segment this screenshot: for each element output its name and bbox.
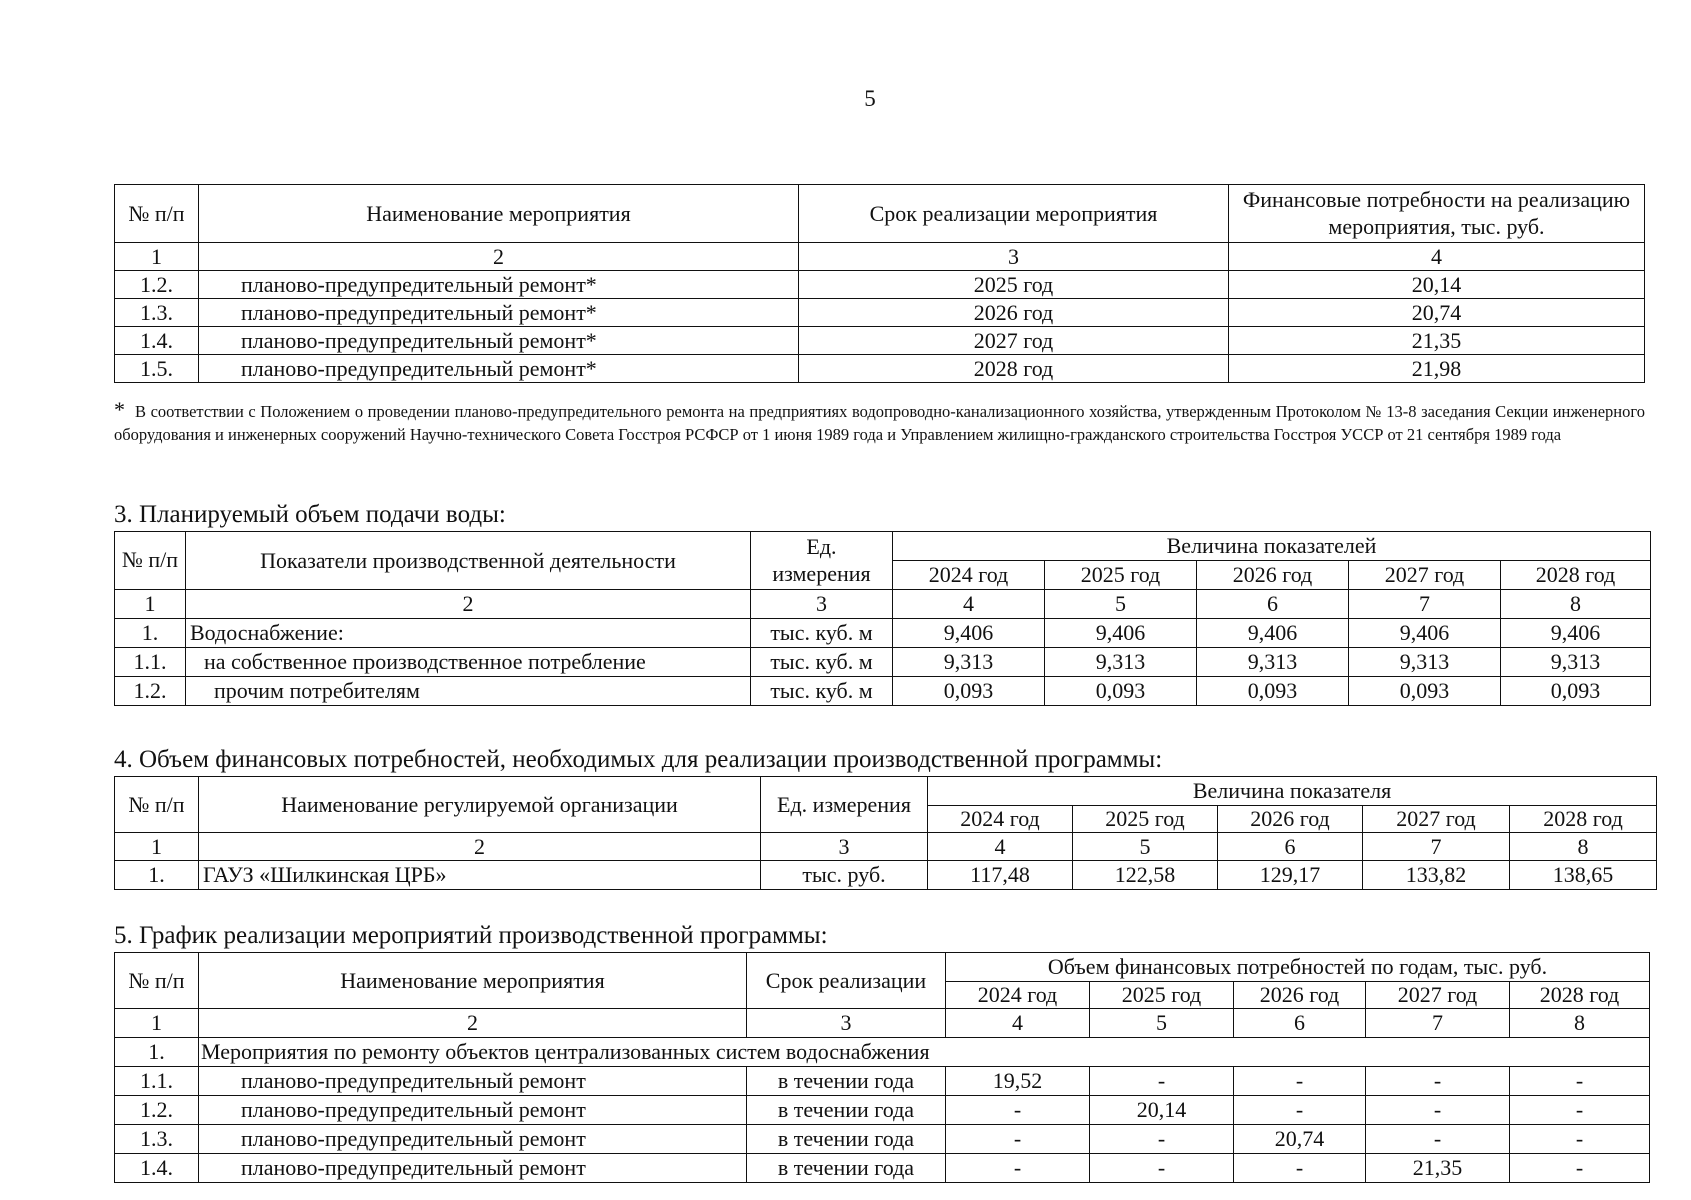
table-row xyxy=(115,271,1645,299)
row-name: планово-предупредительный ремонт xyxy=(199,1125,747,1154)
table-row xyxy=(115,1154,1650,1183)
index-cell: 3 xyxy=(761,833,928,861)
row-value: 0,093 xyxy=(893,677,1045,706)
row-term: в течении года xyxy=(747,1154,946,1183)
row-value: 21,35 xyxy=(1229,327,1645,355)
page-number: 5 xyxy=(864,86,876,111)
table-financial-needs xyxy=(114,776,1657,890)
index-cell: 7 xyxy=(1363,833,1510,861)
row-value: - xyxy=(1510,1067,1650,1096)
col-header-year: 2024 год xyxy=(928,806,1073,833)
table-row xyxy=(115,327,1645,355)
col-header-year: 2026 год xyxy=(1218,806,1363,833)
table-implementation-schedule xyxy=(114,952,1650,1183)
row-term: 2026 год xyxy=(799,299,1229,327)
row-value: 20,74 xyxy=(1229,299,1645,327)
row-value: - xyxy=(1234,1096,1366,1125)
row-value: 21,98 xyxy=(1229,355,1645,383)
row-unit: тыс. куб. м xyxy=(751,619,893,648)
row-value: - xyxy=(1090,1125,1234,1154)
row-value: 9,313 xyxy=(1045,648,1197,677)
row-value: 122,58 xyxy=(1073,861,1218,890)
row-value: 9,406 xyxy=(1501,619,1651,648)
row-num: 1.5. xyxy=(115,355,199,383)
row-term: в течении года xyxy=(747,1067,946,1096)
index-cell: 6 xyxy=(1234,1009,1366,1038)
row-term: в течении года xyxy=(747,1125,946,1154)
index-cell: 3 xyxy=(751,590,893,619)
row-num: 1.1. xyxy=(115,648,186,677)
col-header-year: 2027 год xyxy=(1363,806,1510,833)
row-name: планово-предупредительный ремонт xyxy=(199,1096,747,1125)
col-header-name: Наименование мероприятия xyxy=(199,953,747,1009)
row-name: планово-предупредительный ремонт xyxy=(199,1067,747,1096)
row-value: 133,82 xyxy=(1363,861,1510,890)
index-cell: 3 xyxy=(747,1009,946,1038)
row-value: 21,35 xyxy=(1366,1154,1510,1183)
table-index-row xyxy=(115,590,1651,619)
col-header-year: 2028 год xyxy=(1501,561,1651,590)
col-header-year: 2028 год xyxy=(1510,982,1650,1009)
col-header-year: 2025 год xyxy=(1090,982,1234,1009)
section-5-title: 5. График реализации мероприятий производственной программы: xyxy=(114,922,828,949)
footnote xyxy=(114,398,1645,446)
row-name: планово-предупредительный ремонт* xyxy=(199,327,799,355)
table-index-row xyxy=(115,833,1657,861)
index-cell: 8 xyxy=(1501,590,1651,619)
index-cell: 1 xyxy=(115,833,199,861)
row-value: 117,48 xyxy=(928,861,1073,890)
table-water-supply-volume xyxy=(114,531,1651,706)
row-value: - xyxy=(1234,1067,1366,1096)
row-value: 9,313 xyxy=(1501,648,1651,677)
row-value: - xyxy=(1366,1067,1510,1096)
index-cell: 1 xyxy=(115,243,199,271)
index-cell: 5 xyxy=(1073,833,1218,861)
row-value: 0,093 xyxy=(1349,677,1501,706)
row-term: 2025 год xyxy=(799,271,1229,299)
row-value: 9,406 xyxy=(1197,619,1349,648)
row-value: 9,406 xyxy=(893,619,1045,648)
row-value: - xyxy=(946,1125,1090,1154)
col-header-year: 2026 год xyxy=(1234,982,1366,1009)
col-header-year: 2028 год xyxy=(1510,806,1657,833)
row-value: - xyxy=(1510,1096,1650,1125)
section-3-title: 3. Планируемый объем подачи воды: xyxy=(114,501,506,528)
footnote-text: В соответствии с Положением о проведении планово-предупредительного ремонта на предприятиях водопроводно-канализационного хозяйства, утвержденным Протоколом № 13-8 заседания Секции инженерного оборудования и инженерных сооружений Научно-технического Совета Госстроя РСФСР от 1 июня 1989 года и Управлением жилищно-гражданского строительства Госстроя УССР от 21 сентября 1989 года xyxy=(114,402,1645,444)
index-cell: 4 xyxy=(893,590,1045,619)
index-cell: 2 xyxy=(199,1009,747,1038)
row-value: - xyxy=(1234,1154,1366,1183)
row-value: 0,093 xyxy=(1197,677,1349,706)
table-header-row xyxy=(115,532,1651,561)
table-index-row xyxy=(115,243,1645,271)
index-cell: 6 xyxy=(1197,590,1349,619)
row-name: на собственное производственное потребление xyxy=(186,648,751,677)
group-row-title: Мероприятия по ремонту объектов централизованных систем водоснабжения xyxy=(199,1038,1650,1067)
index-cell: 7 xyxy=(1366,1009,1510,1038)
row-value: 138,65 xyxy=(1510,861,1657,890)
row-value: 0,093 xyxy=(1501,677,1651,706)
col-header-num: № п/п xyxy=(115,185,199,243)
row-name: ГАУЗ «Шилкинская ЦРБ» xyxy=(199,861,761,890)
row-name: Водоснабжение: xyxy=(186,619,751,648)
row-value: 9,313 xyxy=(1197,648,1349,677)
table-row xyxy=(115,1096,1650,1125)
row-name: прочим потребителям xyxy=(186,677,751,706)
row-num: 1.4. xyxy=(115,327,199,355)
table-row xyxy=(115,619,1651,648)
row-value: 19,52 xyxy=(946,1067,1090,1096)
col-header-year: 2025 год xyxy=(1045,561,1197,590)
table-header-row xyxy=(115,953,1650,982)
table-header-row xyxy=(115,777,1657,806)
index-cell: 4 xyxy=(928,833,1073,861)
row-value: - xyxy=(946,1096,1090,1125)
row-term: 2028 год xyxy=(799,355,1229,383)
row-unit: тыс. руб. xyxy=(761,861,928,890)
index-cell: 6 xyxy=(1218,833,1363,861)
table-group-row xyxy=(115,1038,1650,1067)
row-value: 9,406 xyxy=(1045,619,1197,648)
row-unit: тыс. куб. м xyxy=(751,677,893,706)
col-header-group: Величина показателей xyxy=(893,532,1651,561)
row-num: 1. xyxy=(115,1038,199,1067)
col-header-num: № п/п xyxy=(115,953,199,1009)
col-header-name: Наименование мероприятия xyxy=(199,185,799,243)
row-value: 0,093 xyxy=(1045,677,1197,706)
table-row xyxy=(115,861,1657,890)
col-header-unit: Ед. измерения xyxy=(751,532,893,590)
index-cell: 8 xyxy=(1510,1009,1650,1038)
row-name: планово-предупредительный ремонт xyxy=(199,1154,747,1183)
index-cell: 4 xyxy=(1229,243,1645,271)
row-value: 20,14 xyxy=(1229,271,1645,299)
row-name: планово-предупредительный ремонт* xyxy=(199,299,799,327)
table-row xyxy=(115,355,1645,383)
index-cell: 2 xyxy=(199,243,799,271)
row-value: 9,313 xyxy=(1349,648,1501,677)
row-value: 20,74 xyxy=(1234,1125,1366,1154)
col-header-unit: Ед. измерения xyxy=(761,777,928,833)
index-cell: 1 xyxy=(115,590,186,619)
table-row xyxy=(115,299,1645,327)
table-row xyxy=(115,648,1651,677)
index-cell: 3 xyxy=(799,243,1229,271)
row-term: 2027 год xyxy=(799,327,1229,355)
index-cell: 1 xyxy=(115,1009,199,1038)
row-value: - xyxy=(1366,1125,1510,1154)
row-value: - xyxy=(1510,1154,1650,1183)
row-name: планово-предупредительный ремонт* xyxy=(199,355,799,383)
row-num: 1.3. xyxy=(115,299,199,327)
row-value: 9,406 xyxy=(1349,619,1501,648)
footnote-star: * xyxy=(114,397,125,422)
row-unit: тыс. куб. м xyxy=(751,648,893,677)
row-term: в течении года xyxy=(747,1096,946,1125)
row-num: 1.2. xyxy=(115,271,199,299)
row-value: - xyxy=(1366,1096,1510,1125)
col-header-year: 2024 год xyxy=(946,982,1090,1009)
table-activities-continued xyxy=(114,184,1645,383)
index-cell: 8 xyxy=(1510,833,1657,861)
row-value: - xyxy=(946,1154,1090,1183)
col-header-year: 2027 год xyxy=(1349,561,1501,590)
row-num: 1. xyxy=(115,861,199,890)
row-value: 9,313 xyxy=(893,648,1045,677)
index-cell: 7 xyxy=(1349,590,1501,619)
table-row xyxy=(115,677,1651,706)
row-value: - xyxy=(1090,1154,1234,1183)
section-4-title: 4. Объем финансовых потребностей, необходимых для реализации производственной программы: xyxy=(114,746,1163,773)
index-cell: 2 xyxy=(186,590,751,619)
col-header-name: Наименование регулируемой организации xyxy=(199,777,761,833)
row-value: 20,14 xyxy=(1090,1096,1234,1125)
col-header-year: 2024 год xyxy=(893,561,1045,590)
col-header-group: Объем финансовых потребностей по годам, тыс. руб. xyxy=(946,953,1650,982)
table-header-row xyxy=(115,185,1645,243)
col-header-name: Показатели производственной деятельности xyxy=(186,532,751,590)
col-header-year: 2027 год xyxy=(1366,982,1510,1009)
col-header-term: Срок реализации xyxy=(747,953,946,1009)
col-header-num: № п/п xyxy=(115,777,199,833)
table-row xyxy=(115,1067,1650,1096)
col-header-finance: Финансовые потребности на реализацию мероприятия, тыс. руб. xyxy=(1229,185,1645,243)
col-header-term: Срок реализации мероприятия xyxy=(799,185,1229,243)
table-row xyxy=(115,1125,1650,1154)
index-cell: 2 xyxy=(199,833,761,861)
row-num: 1.3. xyxy=(115,1125,199,1154)
row-num: 1.2. xyxy=(115,677,186,706)
index-cell: 5 xyxy=(1045,590,1197,619)
row-num: 1.1. xyxy=(115,1067,199,1096)
row-value: 129,17 xyxy=(1218,861,1363,890)
row-value: - xyxy=(1510,1125,1650,1154)
index-cell: 4 xyxy=(946,1009,1090,1038)
row-num: 1.2. xyxy=(115,1096,199,1125)
col-header-year: 2026 год xyxy=(1197,561,1349,590)
col-header-group: Величина показателя xyxy=(928,777,1657,806)
col-header-year: 2025 год xyxy=(1073,806,1218,833)
row-num: 1. xyxy=(115,619,186,648)
table-index-row xyxy=(115,1009,1650,1038)
row-num: 1.4. xyxy=(115,1154,199,1183)
row-value: - xyxy=(1090,1067,1234,1096)
row-name: планово-предупредительный ремонт* xyxy=(199,271,799,299)
index-cell: 5 xyxy=(1090,1009,1234,1038)
col-header-num: № п/п xyxy=(115,532,186,590)
